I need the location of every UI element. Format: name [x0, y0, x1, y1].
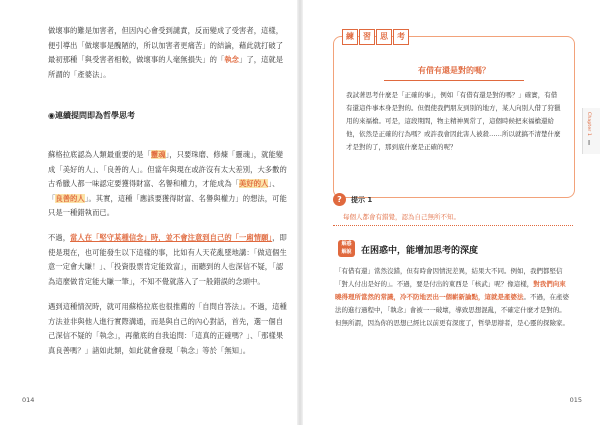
hint-text: 每個人都會有錯覺，認為自己無所不知。: [343, 213, 460, 221]
practice-question: 有借有還是對的嗎？: [418, 66, 490, 75]
highlight-maieutics: 對我們向來曉得理所當然的常識，冷不防地丟出一個嶄新論點，這就是產婆法: [335, 280, 566, 301]
highlight-wishful-thinking: 當人在「堅守某種信念」時，並不會注意到自己的「一廂情願」: [70, 233, 273, 242]
page-number-left: 014: [22, 396, 35, 404]
practice-body: 我試著思考什麼是「正確的事」，例如「有借有還是對的嗎？」確實，有借有還這件事本身是對的。但假使我們朋友到別的地方，某人向別人借了狩獵用的來福槍。可是，這段期間，物主精神異常了，這個時候把來福槍還給他，依然是正確的行為嗎？或許我會因此害人被殺……所以就搞不清楚什麼才是對的了，那到底什麼是正確的呢？: [346, 91, 561, 151]
highlight-obsession: 執念: [224, 55, 240, 65]
paragraph-self-question: 遇到這種情況時，就可用蘇格拉底也很推薦的「自問自答法」。不過，這種方法並非與他人進行實際溝通，而是與自己的內心對話，首先，選一個自己深信不疑的「執念」，再徹底的自我追問：「這真的正確嗎？」、「那樣果真良善嗎？」諸如此類，如此就會發現「執念」等於「無知」。: [48, 302, 287, 355]
paragraph-belief: 不過，當人在「堅守某種信念」時，並不會注意到自己的「一廂情願」，即使是現在，也可能發生以下這樣的事，比如有人天花亂墜地講：「做這個生意一定會大賺！」、「投資股票肯定能致富」，而聽到的人也深信不疑，「認為這麼做肯定能大賺一筆」，不知不覺就落入了一般錯誤的念頭中。: [48, 233, 287, 286]
chapter-label: Chapter 1: [586, 112, 591, 137]
highlight-soul: 靈魂: [150, 150, 166, 159]
dotted-divider: [333, 225, 573, 226]
left-page: [0, 0, 297, 425]
page-number-right: 015: [569, 396, 582, 404]
practice-thinking-box: [333, 32, 575, 198]
tag-char: 考: [393, 29, 409, 45]
section-heading: ◉連續提問即為哲學思考: [48, 111, 135, 120]
explanation-body: 「有借有還」當然沒錯，但有時會因情況差異，結果大不同。例如，我們都堅信「對人付出是好的」。不過，要是付出的東西是「核武」呢？像這樣，對我們向來曉得理所當然的常識，冷不防地丟出一個嶄新論點，這就是產婆法。不過，在產婆法的進行過程中，「執念」會被一一破壞，導致思想混亂，不確定什麼才是對的。但無所謂，因為你的思想已經比以前更有深度了，哲學思辯者，是心靈的探險家。: [335, 267, 569, 327]
badge-line: 解惑: [341, 241, 352, 247]
chapter-tab: [582, 108, 600, 154]
paragraph-soul: 蘇格拉底認為人類最重要的是「靈魂」，只要珠磨、修煉「靈魂」，就能變成「美好的人」、「良善的人」。但當年與現在或許沒有太大差別，大多數的古希臘人都一味認定要獲得財富、名譽和權力，才能成為「美好的人」、「良善的人」。其實，這種「應該要獲得財富、名譽與權力」的想法，可能只是一種錯執而已。: [48, 150, 287, 218]
practice-thinking-tag: [342, 29, 410, 45]
explanation-title: 在困惑中，能增加思考的深度: [361, 246, 479, 256]
highlight-good-person: 良善的人: [55, 193, 85, 203]
tag-char: 習: [359, 29, 375, 45]
highlight-beautiful-person: 美好的人: [239, 179, 269, 189]
question-underline: [384, 80, 524, 81]
badge-line: 解說: [341, 249, 352, 255]
intro-paragraph: 做壞事的難是加害者，但因內心會受到譴責，反而變成了受害者，這樣，便引導出「做壞事是醜陋的，所以加害者更痛苦」的結論，藉此就打破了最初那種「與受害者相較，做壞事的人毫無損失」的「執念」了，這就是所謂的「產婆法」。: [48, 26, 284, 79]
hint-label: 提示 1: [351, 196, 373, 204]
question-mark-icon: ?: [333, 193, 346, 206]
explanation-badge: [338, 240, 355, 257]
tag-char: 思: [376, 29, 392, 45]
right-page: [303, 0, 600, 425]
chapter-char: Ⅰ: [588, 139, 591, 147]
tag-char: 練: [342, 29, 358, 45]
